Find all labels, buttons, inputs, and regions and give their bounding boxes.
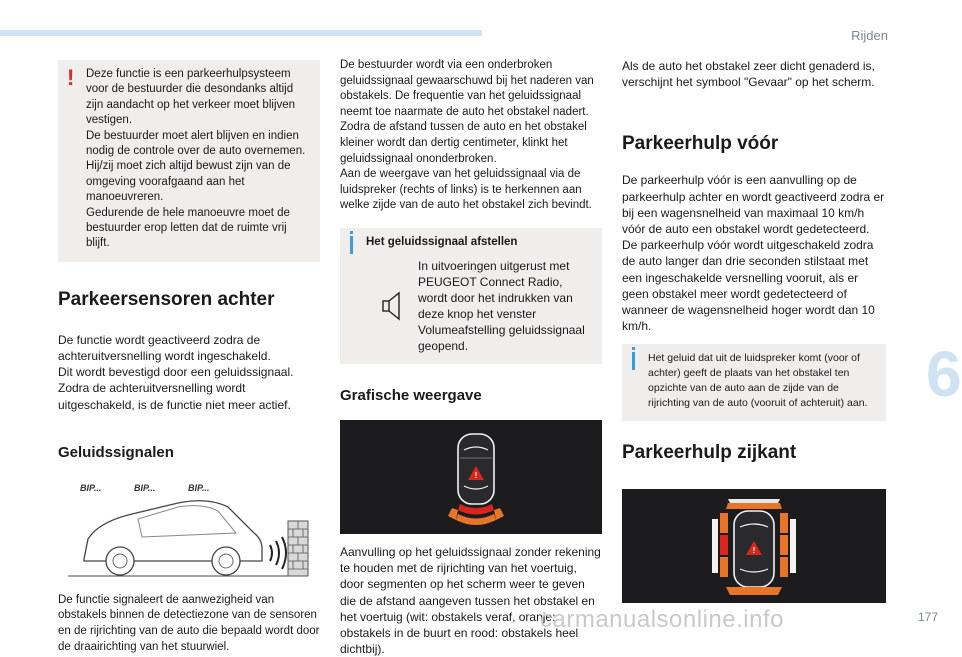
heading-sound-signals: Geluidssignalen: [58, 443, 174, 461]
heading-side-assist: Parkeerhulp zijkant: [622, 442, 797, 464]
info-title: Het geluidssignaal afstellen: [366, 235, 518, 248]
page-number: 177: [917, 610, 938, 624]
car-side-sensors-icon: [622, 489, 886, 603]
header-bar: [0, 30, 482, 36]
heading-graphic-display: Grafische weergave: [340, 386, 482, 404]
car-beep-illustration: [58, 481, 320, 585]
info-box-front: [622, 344, 886, 421]
bip-label-1: BIP...: [80, 482, 102, 493]
column-1: [58, 60, 320, 655]
warning-text: Deze functie is een parkeerhulpsysteem voor de bestuurder die desondanks altijd zijn aandacht op het verkeer moet blijven vestigen. De bestuurder moet alert blijven en indien nodig de controle over de auto overnemen. Hij/zij moet zich altijd bewust zijn van de omgeving voorafgaand aan het manoeuvreren. Gedurende de hele manoeuvre moet de bestuurder erop letten dat de ruimte vrij blijft.: [86, 68, 306, 250]
warning-box: [58, 60, 320, 262]
danger-symbol-text: Als de auto het obstakel zeer dicht genaderd is, verschijnt het symbool "Gevaar" op het scherm.: [622, 59, 875, 90]
rear-sensors-text: De functie wordt geactiveerd zodra de achteruitversnelling wordt ingeschakeld. Dit wordt bevestigd door een geluidssignaal. Zodra de achteruitversnelling wordt uitgeschakeld, is de functie niet meer actief.: [58, 332, 294, 412]
chapter-number: 6: [926, 334, 960, 414]
heading-rear-sensors: Parkeersensoren achter: [58, 288, 275, 310]
info-text: In uitvoeringen uitgerust met PEUGEOT Connect Radio, wordt door het indrukken van deze knop het venster Volumeafstelling geluidssignaal geopend.: [418, 258, 585, 353]
car-top-view-icon: [340, 420, 602, 534]
svg-text:!: !: [752, 546, 756, 556]
column-2: [340, 58, 602, 657]
speaker-icon: [366, 258, 418, 354]
car-side-icon: [58, 481, 320, 585]
sound-signals-caption: De functie signaleert de aanwezigheid van obstakels binnen de detectiezone van de sensoren en de rijrichting van de auto die bepaald wordt door de draairichting van het stuurwiel.: [58, 593, 320, 653]
svg-text:!: !: [474, 470, 478, 480]
info-icon: [350, 236, 353, 254]
watermark-text: carmanualsonline.info: [540, 606, 784, 633]
graphic-display-caption: Aanvulling op het geluidssignaal zonder rekening te houden met de rijrichting van het voertuig, door segmenten op het scherm weer te geven die de afstand aangeven tussen het obstakel en het voertuig (wit: obstakels veraf, oranje: obstakels in de buurt en rood: obstakels heel dichtbij).: [340, 544, 601, 657]
info-text-front: Het geluid dat uit de luidspreker komt (voor of achter) geeft de plaats van het obstakel ten opzichte van de auto aan de zijde van de rijrichting van de auto (vooruit of achteruit) aan.: [648, 352, 868, 410]
front-assist-text: De parkeerhulp vóór is een aanvulling op de parkeerhulp achter en wordt geactiveerd zodra er bij een wagensnelheid van maximaal 10 km/h vóór de auto een obstakel wordt gedetecteerd. De parkeerhulp vóór wordt uitgeschakeld zodra de auto langer dan drie seconden stilstaat met een ingeschakelde versnelling vooruit, als er geen obstakel meer wordt gedetecteerd of wanneer de wagensnelheid hoger wordt dan 10 km/h.: [622, 173, 885, 334]
info-icon: [632, 352, 635, 370]
side-display-screen: [622, 489, 886, 603]
sound-signal-text: De bestuurder wordt via een onderbroken geluidssignaal gewaarschuwd bij het naderen van obstakels. De frequentie van het geluidssignaal neemt toe naarmate de auto het obstakel nadert. Zodra de afstand tussen de auto en het obstakel kleiner wordt dan dertig centimeter, klinkt het geluidssignaal ononderbroken. Aan de weergave van het geluidssignaal via de luidspreker (rechts of links) is te herkennen aan welke zijde van de auto het obstakel zich bevindt.: [340, 59, 594, 212]
warning-icon: !: [67, 65, 75, 90]
bip-label-3: BIP...: [188, 482, 210, 493]
column-3: [622, 58, 886, 603]
info-box-volume: [340, 228, 602, 364]
bip-label-2: BIP...: [134, 482, 156, 493]
section-title: Rijden: [851, 28, 888, 43]
heading-front-assist: Parkeerhulp vóór: [622, 133, 779, 155]
rear-display-screen: [340, 420, 602, 534]
